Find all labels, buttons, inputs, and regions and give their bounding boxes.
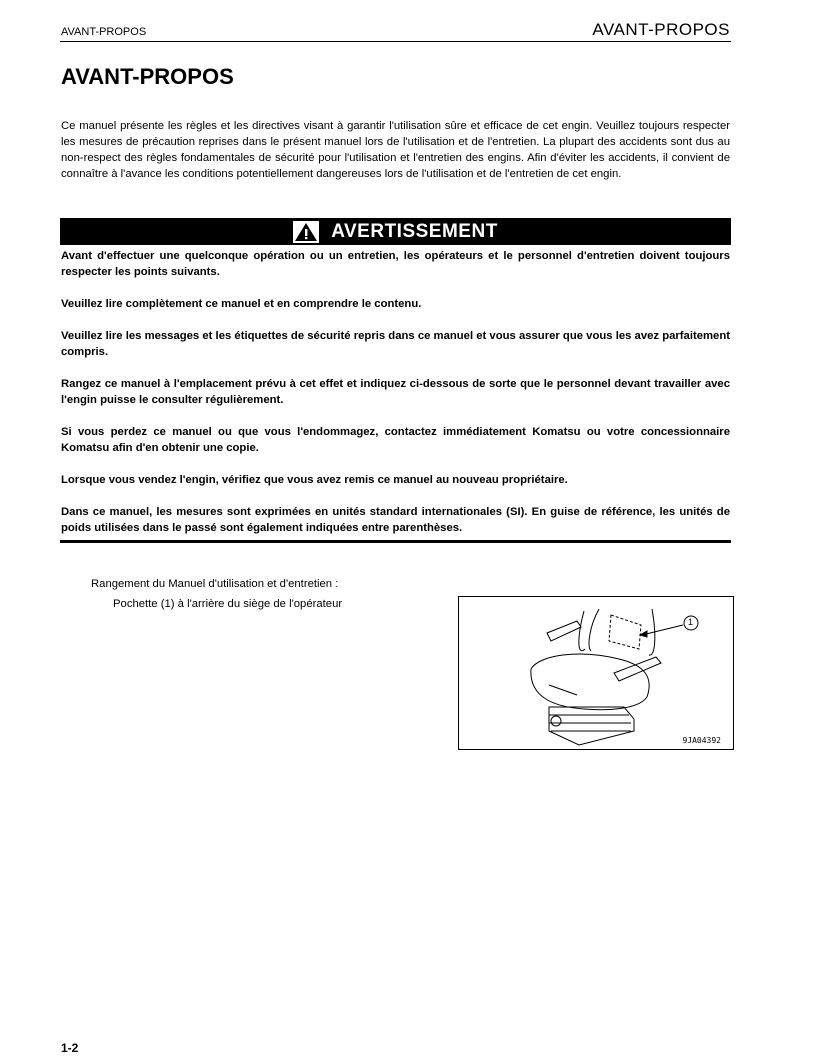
header-rule — [60, 41, 731, 42]
warning-body — [61, 248, 730, 552]
warning-end-rule — [60, 540, 731, 543]
figure-code: 9JA04392 — [682, 736, 721, 745]
warning-paragraph: Veuillez lire complètement ce manuel et en comprendre le contenu. — [61, 298, 422, 310]
seat-illustration — [458, 596, 734, 750]
storage-caption-line2: Pochette (1) à l'arrière du siège de l'opérateur — [113, 598, 343, 610]
intro-paragraph: Ce manuel présente les règles et les directives visant à garantir l'utilisation sûre et efficace de cet engin. Veuillez toujours respecter les mesures de précaution reprises dans le présent manuel lors de l'utilisation et de l'entretien. La plupart des accidents sont dus au non-respect des règles fondamentales de sécurité pour l'utilisation et l'entretien des engins. Afin d'éviter les accidents, il convient de connaître à l'avance les conditions potentiellement dangereuses lors de l'utilisation et de l'entretien de cet engin. — [61, 120, 730, 180]
warning-triangle-icon — [293, 221, 319, 243]
warning-label: AVERTISSEMENT — [331, 220, 498, 242]
operator-seat-drawing — [459, 597, 735, 751]
storage-caption-line1: Rangement du Manuel d'utilisation et d'entretien : — [91, 578, 339, 590]
warning-banner — [60, 218, 731, 245]
running-header-right: AVANT-PROPOS — [592, 20, 730, 39]
figure-callout: 1 — [688, 617, 694, 627]
warning-paragraph: Dans ce manuel, les mesures sont exprimées en unités standard internationales (SI). En guise de référence, les unités de poids utilisées dans le passé sont également indiquées entre parenthèses. — [61, 506, 730, 534]
warning-paragraph: Veuillez lire les messages et les étiquettes de sécurité repris dans ce manuel et vous assurer que vous les avez parfaitement compris. — [61, 330, 730, 358]
warning-paragraph: Si vous perdez ce manuel ou que vous l'endommagez, contactez immédiatement Komatsu ou votre concessionnaire Komatsu afin d'en obtenir une copie. — [61, 426, 730, 454]
warning-paragraph: Rangez ce manuel à l'emplacement prévu à cet effet et indiquez ci-dessous de sorte que le personnel devant travailler avec l'engin puisse le consulter régulièrement. — [61, 378, 730, 406]
page-number: 1-2 — [61, 1041, 79, 1055]
running-header-left: AVANT-PROPOS — [61, 26, 147, 38]
warning-paragraph: Lorsque vous vendez l'engin, vérifiez que vous avez remis ce manuel au nouveau propriétaire. — [61, 474, 568, 486]
warning-paragraph: Avant d'effectuer une quelconque opération ou un entretien, les opérateurs et le personnel d'entretien doivent toujours respecter les points suivants. — [61, 250, 730, 278]
page-title: AVANT-PROPOS — [61, 64, 234, 89]
